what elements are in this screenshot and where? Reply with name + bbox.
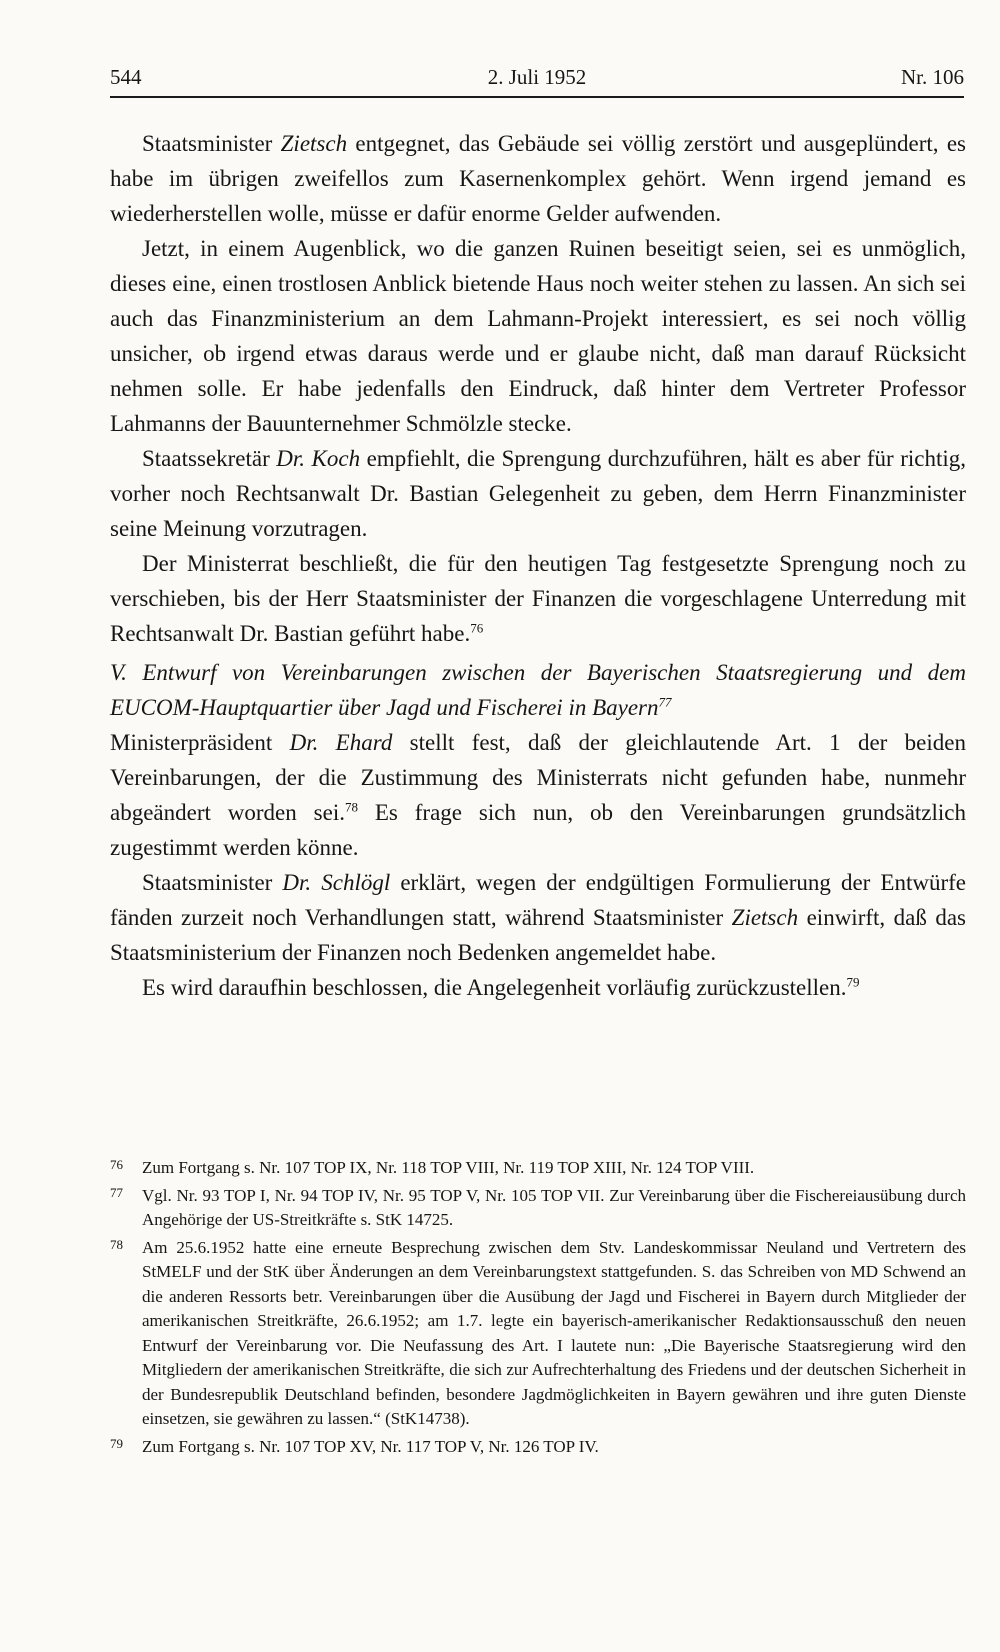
paragraph: Jetzt, in einem Augenblick, wo die ganzen Ruinen beseitigt seien, sei es unmöglich, dieses eine, einen trostlosen Anblick bietende Haus noch weiter stehen zu lassen. An sich sei auch das Finanzministerium an dem Lahmann-Projekt interessiert, es sei noch völlig unsicher, ob irgend etwas daraus werde und er glaube nicht, daß man darauf Rücksicht nehmen solle. Er habe jedenfalls den Eindruck, daß hinter dem Vertreter Professor Lahmanns der Bauunternehmer Schmölzle stecke. (110, 236, 966, 436)
footnote-ref: 76 (470, 620, 484, 636)
speaker-name: Zietsch (731, 905, 799, 930)
footnote-ref: 78 (344, 799, 358, 815)
paragraph: Der Ministerrat beschließt, die für den heutigen Tag festgesetzte Sprengung noch zu verschieben, bis der Herr Staatsminister der Finanzen die vorgeschlagene Unterredung mit Rechtsanwalt Dr. Bastian geführt habe.$^{76}$ (110, 551, 966, 646)
footnote-ref: 79 (846, 974, 860, 990)
paragraph: Staatssekretär Dr. Koch empfiehlt, die Sprengung durchzuführen, hält es aber für richtig, vorher noch Rechtsanwalt Dr. Bastian Gelegenheit zu geben, dem Herrn Finanzminister seine Meinung vorzutragen. (110, 446, 967, 541)
speaker-name: Dr. Schlögl (282, 870, 391, 895)
footnote: 77 Vgl. Nr. 93 TOP I, Nr. 94 TOP IV, Nr. 95 TOP V, Nr. 105 TOP VII. Zur Vereinbarung über die Fischereiausübung durch Angehörige der US-Streitkräfte s. StK 14725. (110, 1184, 966, 1229)
paragraph: Staatsminister Zietsch entgegnet, das Gebäude sei völlig zerstört und ausgeplündert, es habe im übrigen zweifellos zum Kasernenkomplex gehört. Wenn irgend jemand es wiederherstellen wolle, müsse er dafür enorme Gelder aufwenden. (110, 131, 966, 226)
section-heading: V. Entwurf von Vereinbarungen zwischen der Bayerischen Staatsregierung und dem EUCOM-Hauptquartier über Jagd und Fischerei in Bayern$^{77}$ (110, 660, 966, 720)
footnote-number: 76 (110, 1157, 123, 1172)
paragraph: Staatsminister Dr. Schlögl erklärt, wegen der endgültigen Formulierung der Entwürfe fänden zurzeit noch Verhandlungen statt, während Staatsminister Zietsch einwirft, daß das Staatsministerium der Finanzen noch Bedenken angemeldet habe. (110, 870, 967, 965)
speaker-name: Zietsch (280, 131, 348, 156)
main-text (110, 126, 966, 1005)
footnote-number: 78 (110, 1236, 123, 1252)
footnotes (110, 1156, 966, 1462)
footnote-ref: 77 (658, 694, 672, 710)
page-header (110, 62, 964, 98)
paragraph: Ministerpräsident Dr. Ehard stellt fest, daß der gleichlautende Art. 1 der beiden Vereinbarungen, der die Zustimmung des Ministerrats nicht gefunden habe, nunmehr abgeändert worden sei.$^{78}$ Es frage sich nun, ob den Vereinbarungen grundsätzlich zugestimmt werden könne. (110, 730, 966, 860)
footnote: 79 Zum Fortgang s. Nr. 107 TOP XV, Nr. 117 TOP V, Nr. 126 TOP IV. (110, 1435, 599, 1456)
document-number: Nr. 106 (901, 65, 964, 89)
footnote: 76 Zum Fortgang s. Nr. 107 TOP IX, Nr. 118 TOP VIII, Nr. 119 TOP XIII, Nr. 124 TOP VIII. (110, 1157, 755, 1177)
speaker-name: Dr. Ehard (289, 730, 393, 755)
speaker-name: Dr. Koch (276, 446, 361, 471)
header-date: 2. Juli 1952 (487, 65, 587, 89)
footnote-number: 79 (110, 1435, 123, 1451)
footnote-number: 77 (110, 1184, 123, 1200)
page-number: 544 (110, 65, 142, 89)
paragraph: Es wird daraufhin beschlossen, die Angelegenheit vorläufig zurückzustellen.$^{79}$ (142, 974, 860, 1000)
footnote: 78 Am 25.6.1952 hatte eine erneute Besprechung zwischen dem Stv. Landeskommissar Neuland und Vertretern des StMELF und der StK über Änderungen an dem Vereinbarungstext stattgefunden. S. das Schreiben von MD Schwend an die anderen Ressorts betr. Vereinbarungen über die Ausübung der Jagd und Fischerei in Bayern durch Mitglieder der amerikanischen Streitkräfte, 26.6.1952; am 1.7. legte ein bayerisch-amerikanischer Redaktionsausschuß den neuen Entwurf der Vereinbarung vor. Die Neufassung des Art. I lautete nun: „Die Bayerische Staatsregierung wird den Mitgliedern der amerikanischen Streitkräfte, die sich zur Aufrechterhaltung des Friedens und der deutschen Sicherheit in der Bundesrepublik Deutschland befinden, besondere Jagdmöglichkeiten in Bayern gewähren und ihre guten Dienste einsetzen, sie gewähren zu lassen.“ (StK14738). (110, 1236, 966, 1428)
